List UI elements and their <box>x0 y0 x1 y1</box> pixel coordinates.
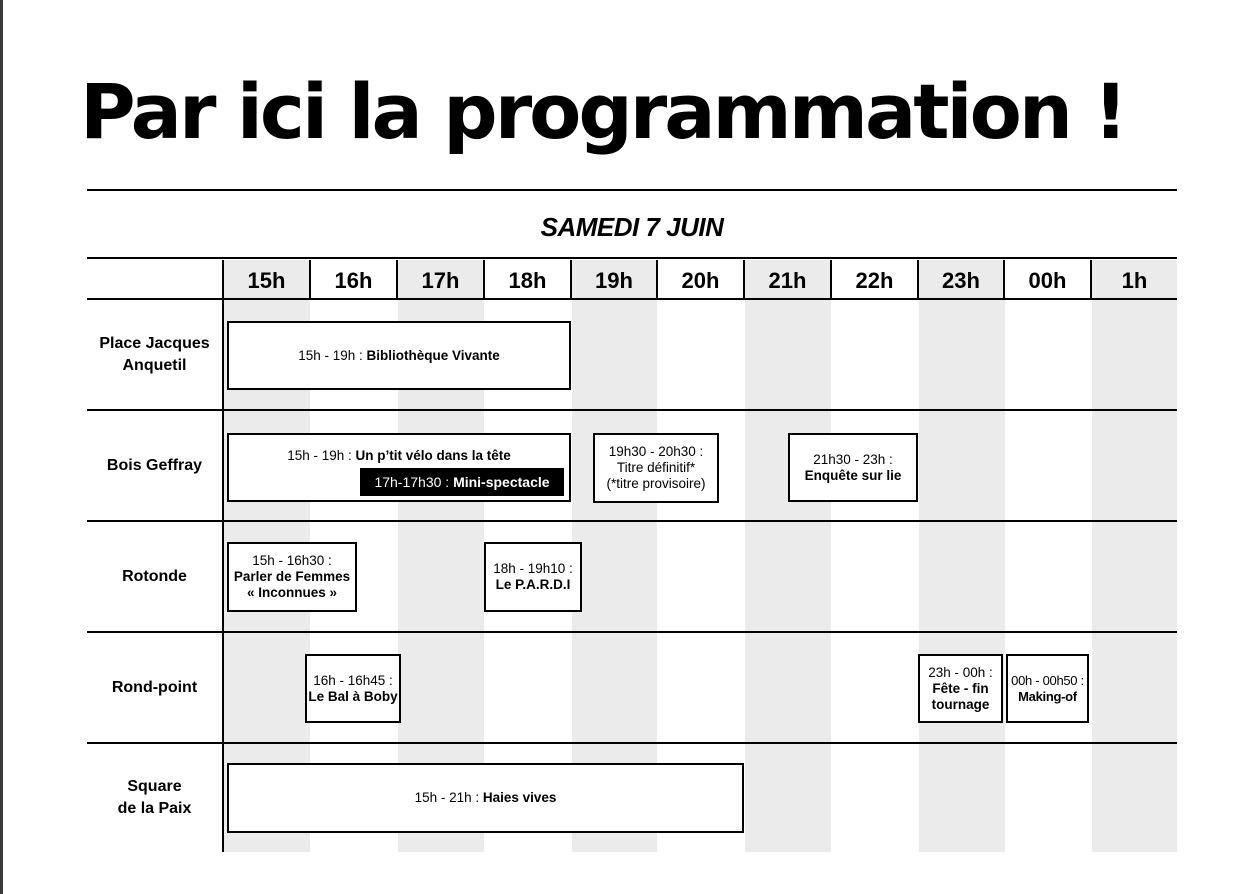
event-name: Enquête sur lie <box>804 467 902 483</box>
event-name: Fête - fin <box>932 680 989 696</box>
hour-header: 22h <box>855 268 894 293</box>
hour-header: 23h <box>942 268 980 293</box>
hour-header: 00h <box>1028 268 1067 293</box>
event-le-bal-a-boby[interactable] <box>305 654 401 723</box>
grid-line <box>87 520 1177 522</box>
venue-place-jacques-anquetil: Place Jacques Anquetil <box>99 334 210 374</box>
hour-header: 21h <box>768 268 807 293</box>
window-edge <box>0 0 3 894</box>
grid-line <box>87 409 1177 411</box>
event-le-pardi[interactable] <box>484 542 582 612</box>
event-mini-spectacle[interactable] <box>360 468 564 496</box>
column-shade-21h <box>745 260 831 852</box>
event-time: 23h - 00h : <box>928 664 993 680</box>
venue-rotonde: Rotonde <box>122 567 187 585</box>
event-note: (*titre provisoire) <box>606 476 706 491</box>
hour-header: 18h <box>508 268 547 293</box>
event-name: Haies vives <box>482 790 557 805</box>
event-time: 15h - 19h : <box>287 448 356 463</box>
grid-line <box>87 631 1177 633</box>
date-label: SAMEDI 7 JUIN <box>540 212 724 242</box>
event-titre-definitif[interactable] <box>593 433 719 503</box>
grid-line <box>87 742 1177 744</box>
hour-header: 15h <box>247 268 286 293</box>
event-name: Titre définitif* <box>616 460 696 475</box>
event-enquete-sur-lie[interactable] <box>788 433 918 502</box>
hour-header: 17h <box>421 268 460 293</box>
event-name: Mini-spectacle <box>453 474 550 490</box>
event-time: 00h - 00h50 : <box>1011 672 1084 688</box>
hour-header: 1h <box>1121 268 1148 293</box>
event-time: 15h - 19h : <box>298 347 367 363</box>
event-name-2: « Inconnues » <box>246 585 338 600</box>
event-name: Le P.A.R.D.I <box>495 577 571 592</box>
event-name-2: tournage <box>931 696 990 712</box>
event-name: Parler de Femmes <box>233 569 351 584</box>
event-time: 15h - 21h : <box>414 790 483 805</box>
grid-line <box>87 257 1177 259</box>
column-shade-1h <box>1092 260 1177 852</box>
hour-header: 20h <box>681 268 720 293</box>
event-parler-de-femmes[interactable] <box>227 542 357 612</box>
event-bibliotheque-vivante[interactable] <box>227 321 571 390</box>
page-title: Par ici la programmation ! <box>80 67 1126 156</box>
event-time: 19h30 - 20h30 : <box>608 444 704 459</box>
event-time: 21h30 - 23h : <box>813 451 893 467</box>
hour-header: 19h <box>595 268 633 293</box>
event-name: Le Bal à Boby <box>308 688 398 704</box>
venue-rond-point: Rond-point <box>111 678 198 696</box>
column-shade-23h <box>919 260 1005 852</box>
event-time: 18h - 19h10 : <box>493 561 573 576</box>
event-making-of[interactable] <box>1006 654 1089 723</box>
event-time: 16h - 16h45 : <box>313 672 393 688</box>
event-time: 15h - 16h30 : <box>252 553 332 568</box>
event-fete-fin-tournage[interactable] <box>918 654 1003 723</box>
event-time: 17h-17h30 : <box>374 474 454 490</box>
venue-square-de-la-paix: Square de la Paix <box>117 778 192 817</box>
venue-bois-geffray: Bois Geffray <box>106 456 203 474</box>
top-rule <box>87 189 1177 191</box>
event-name: Making-of <box>1018 688 1077 704</box>
venue-divider <box>222 260 224 852</box>
event-name: Bibliothèque Vivante <box>366 347 500 363</box>
hour-header: 16h <box>334 268 373 293</box>
event-haies-vives[interactable] <box>227 763 744 833</box>
event-name: Un p’tit vélo dans la tête <box>355 448 511 463</box>
